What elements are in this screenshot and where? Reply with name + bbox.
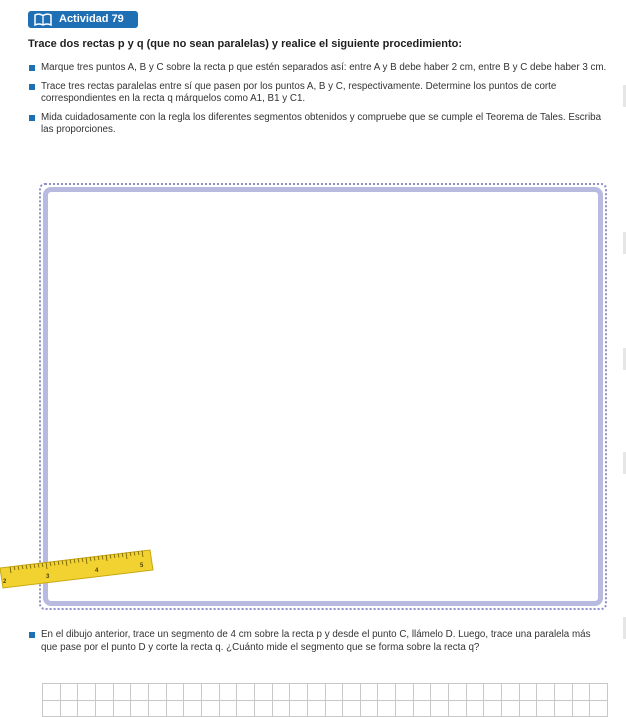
grid-cell[interactable] [520, 684, 538, 701]
grid-cell[interactable] [308, 701, 326, 717]
list-item [28, 62, 608, 75]
bullet-square-icon [29, 115, 35, 121]
grid-cell[interactable] [537, 701, 555, 717]
grid-cell[interactable] [573, 701, 591, 717]
ruler-image [0, 540, 160, 600]
grid-cell[interactable] [167, 684, 185, 701]
grid-cell[interactable] [61, 701, 79, 717]
grid-cell[interactable] [467, 684, 485, 701]
grid-cell[interactable] [573, 684, 591, 701]
grid-cell[interactable] [237, 684, 255, 701]
bullet-square-icon [29, 632, 35, 638]
grid-cell[interactable] [467, 701, 485, 717]
ruler-label: 5 [140, 563, 144, 569]
grid-cell[interactable] [502, 684, 520, 701]
grid-cell[interactable] [43, 684, 61, 701]
grid-cell[interactable] [449, 701, 467, 717]
grid-cell[interactable] [255, 701, 273, 717]
grid-cell[interactable] [78, 684, 96, 701]
grid-cell[interactable] [220, 701, 238, 717]
grid-cell[interactable] [167, 701, 185, 717]
ruler-label: 2 [3, 579, 7, 585]
grid-cell[interactable] [149, 701, 167, 717]
grid-cell[interactable] [184, 684, 202, 701]
grid-cell[interactable] [96, 684, 114, 701]
instruction-heading: Trace dos rectas p y q (que no sean paralelas) y realice el siguiente procedimiento: [28, 38, 463, 50]
grid-cell[interactable] [220, 684, 238, 701]
grid-cell[interactable] [131, 701, 149, 717]
grid-cell[interactable] [43, 701, 61, 717]
list-item [28, 112, 608, 137]
grid-cell[interactable] [396, 701, 414, 717]
grid-cell[interactable] [361, 701, 379, 717]
grid-cell[interactable] [414, 684, 432, 701]
grid-cell[interactable] [308, 684, 326, 701]
ruler-label: 3 [46, 574, 50, 580]
grid-cell[interactable] [484, 701, 502, 717]
grid-cell[interactable] [590, 701, 608, 717]
grid-cell[interactable] [537, 684, 555, 701]
grid-cell[interactable] [484, 684, 502, 701]
question-item [28, 629, 608, 660]
activity-title: Actividad 79 [59, 13, 124, 25]
bullet-square-icon [29, 84, 35, 90]
grid-cell[interactable] [449, 684, 467, 701]
grid-cell[interactable] [237, 701, 255, 717]
step-text: Trace tres rectas paralelas entre sí que pasen por los puntos A, B y C, respectivamente. Determine los puntos de corte correspondientes en la recta q márquelos como A1, B1 y C1. [41, 80, 557, 104]
grid-cell[interactable] [131, 684, 149, 701]
activity-badge [28, 11, 138, 28]
grid-cell[interactable] [114, 684, 132, 701]
steps-list [28, 62, 608, 143]
list-item [28, 81, 608, 106]
grid-cell[interactable] [114, 701, 132, 717]
grid-cell[interactable] [202, 684, 220, 701]
step-text: Mida cuidadosamente con la regla los diferentes segmentos obtenidos y compruebe que se cumple el Teorema de Tales. Escriba las proporciones. [41, 111, 602, 135]
grid-cell[interactable] [414, 701, 432, 717]
grid-cell[interactable] [202, 701, 220, 717]
bullet-square-icon [29, 65, 35, 71]
grid-cell[interactable] [520, 701, 538, 717]
grid-cell[interactable] [590, 684, 608, 701]
grid-cell[interactable] [61, 684, 79, 701]
answer-grid[interactable] [42, 683, 608, 717]
grid-cell[interactable] [290, 684, 308, 701]
grid-cell[interactable] [378, 684, 396, 701]
grid-cell[interactable] [184, 701, 202, 717]
grid-cell[interactable] [431, 684, 449, 701]
grid-cell[interactable] [396, 684, 414, 701]
grid-cell[interactable] [326, 701, 344, 717]
grid-cell[interactable] [343, 701, 361, 717]
ruler-label: 4 [95, 568, 99, 574]
grid-cell[interactable] [255, 684, 273, 701]
grid-cell[interactable] [431, 701, 449, 717]
grid-cell[interactable] [96, 701, 114, 717]
grid-cell[interactable] [343, 684, 361, 701]
grid-cell[interactable] [290, 701, 308, 717]
grid-cell[interactable] [502, 701, 520, 717]
grid-cell[interactable] [555, 684, 573, 701]
grid-cell[interactable] [555, 701, 573, 717]
grid-cell[interactable] [78, 701, 96, 717]
grid-cell[interactable] [149, 684, 167, 701]
grid-cell[interactable] [326, 684, 344, 701]
grid-cell[interactable] [273, 684, 291, 701]
open-book-icon [33, 13, 53, 27]
list-item [28, 629, 608, 654]
grid-cell[interactable] [273, 701, 291, 717]
step-text: Marque tres puntos A, B y C sobre la recta p que estén separados así: entre A y B debe haber 2 cm, entre B y C debe haber 3 cm. [41, 62, 607, 73]
grid-cell[interactable] [378, 701, 396, 717]
question-text: En el dibujo anterior, trace un segmento de 4 cm sobre la recta p y desde el punto C, llámelo D. Luego, trace una paralela más que pase por el punto D y corte la recta q. ¿Cuánto mide el segmento que se forma sobre la recta q? [41, 629, 591, 653]
grid-cell[interactable] [361, 684, 379, 701]
